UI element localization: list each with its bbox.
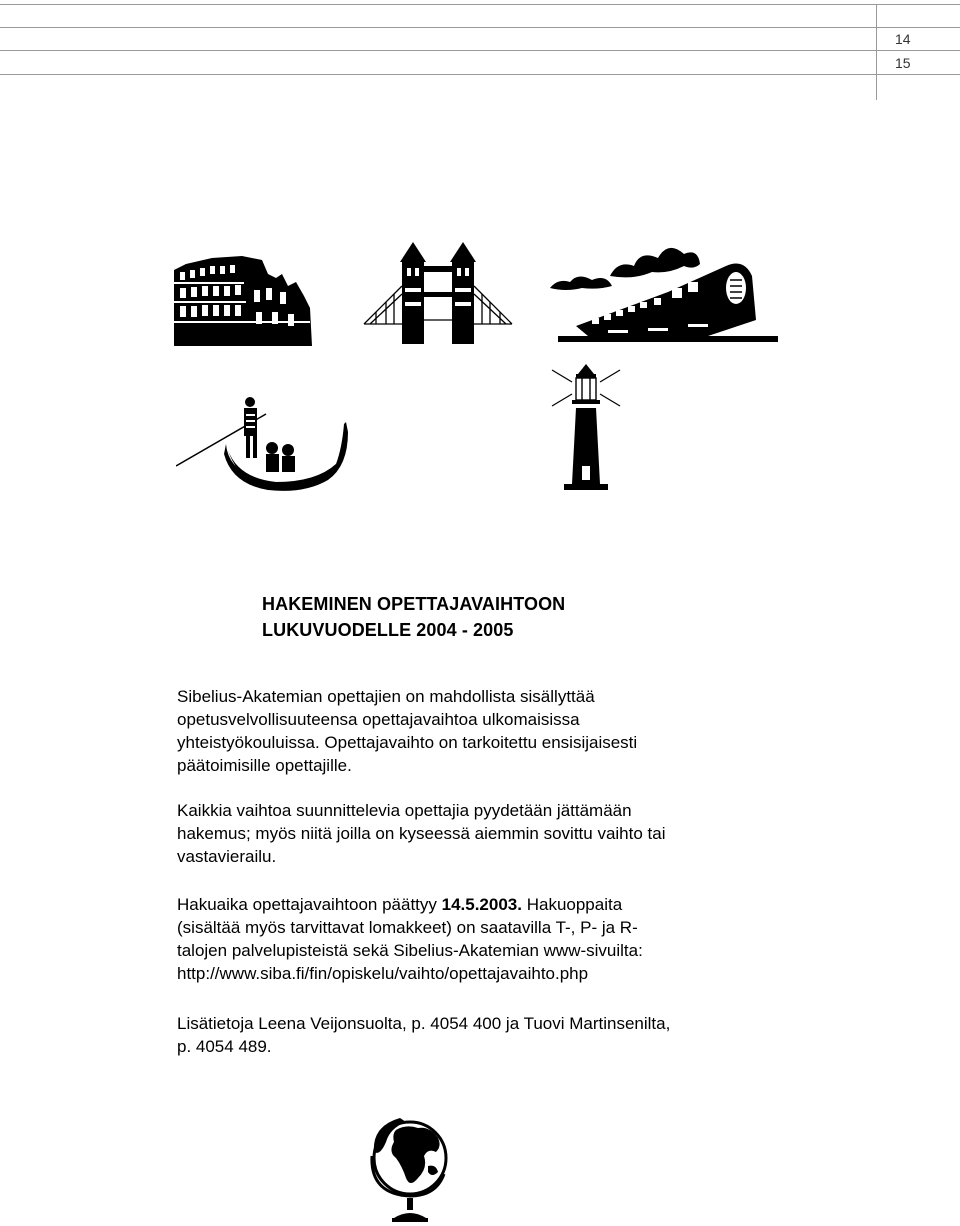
text-line — [177, 893, 777, 916]
page-number: 14 — [895, 31, 911, 47]
paragraph-deadline — [177, 893, 777, 985]
gondola-icon — [176, 394, 356, 494]
text-line: Lisätietoja Leena Veijonsuolta, p. 4054 400 ja Tuovi Martinsenilta, — [177, 1014, 671, 1033]
page-number: 15 — [895, 55, 911, 71]
colosseum-icon — [172, 248, 314, 348]
tower-bridge-icon — [362, 240, 514, 346]
deadline-text: Hakuaika opettajavaihtoon päättyy — [177, 895, 442, 914]
text-line: vastavierailu. — [177, 847, 277, 866]
text-line: talojen palvelupisteistä sekä Sibelius-Akatemian www-sivuilta: — [177, 941, 643, 960]
paragraph-contacts — [177, 1012, 777, 1058]
table-divider — [876, 4, 877, 100]
paragraph-intro — [177, 685, 777, 777]
heading-line-2: LUKUVUODELLE 2004 - 2005 — [262, 620, 514, 640]
text-line: Kaikkia vaihtoa suunnittelevia opettajia pyydetään jättämään — [177, 801, 632, 820]
text-line: hakemus; myös niitä joilla on kyseessä aiemmin sovittu vaihto tai — [177, 824, 666, 843]
text-line: opetusvelvollisuuteensa opettajavaihtoa ulkomaisissa — [177, 710, 580, 729]
train-icon — [548, 236, 780, 344]
globe-icon — [366, 1112, 450, 1226]
table-rule — [0, 27, 960, 28]
table-rule — [0, 50, 960, 51]
table-rule — [0, 74, 960, 75]
text-line: p. 4054 489. — [177, 1037, 272, 1056]
text-line: päätoimisille opettajille. — [177, 756, 352, 775]
page-number-table — [0, 0, 960, 100]
paragraph-application — [177, 799, 777, 868]
text-line: Sibelius-Akatemian opettajien on mahdollista sisällyttää — [177, 687, 595, 706]
text-line: yhteistyökouluissa. Opettajavaihto on tarkoitettu ensisijaisesti — [177, 733, 638, 752]
lighthouse-icon — [548, 360, 624, 494]
heading-line-1: HAKEMINEN OPETTAJAVAIHTOON — [262, 594, 566, 614]
guides-text: Hakuoppaita — [521, 895, 623, 914]
table-rule — [0, 4, 960, 5]
deadline-date: 14.5.2003. — [441, 895, 522, 914]
text-line: (sisältää myös tarvittavat lomakkeet) on saatavilla T-, P- ja R- — [177, 918, 638, 937]
url-link[interactable]: http://www.siba.fi/fin/opiskelu/vaihto/opettajavaihto.php — [177, 964, 589, 983]
